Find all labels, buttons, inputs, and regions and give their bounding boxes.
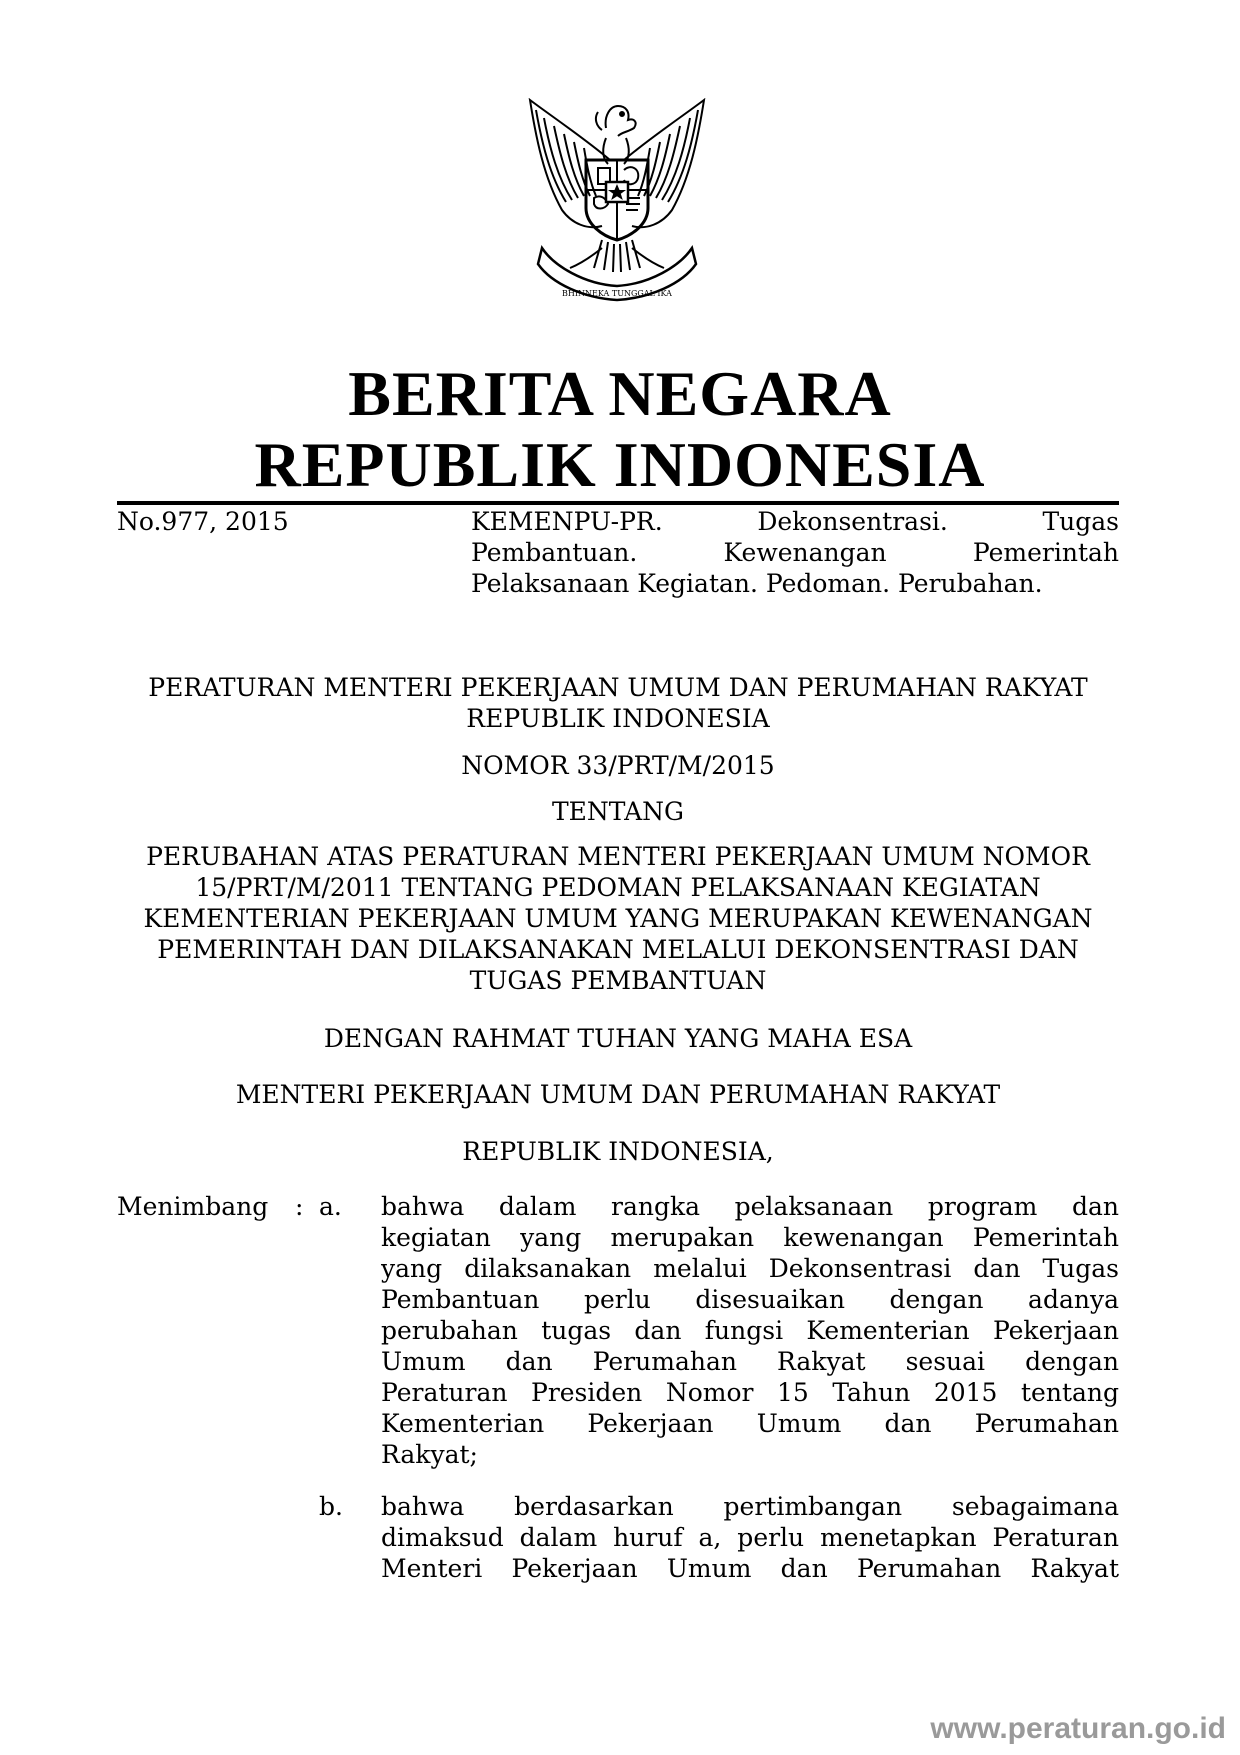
considering-line: Umum dan Perumahan Rakyat sesuai dengan [381, 1347, 1119, 1376]
considering-line: perubahan tugas dan fungsi Kementerian Pekerjaan [381, 1316, 1119, 1345]
considering-line: yang dilaksanakan melalui Dekonsentrasi dan Tugas [381, 1254, 1119, 1283]
source-watermark: www.peraturan.go.id [930, 1712, 1226, 1745]
considering-item-letter: a. [319, 1192, 342, 1221]
regulation-issuer-country: REPUBLIK INDONESIA [466, 704, 770, 733]
gazette-subject [471, 506, 1119, 599]
considering-line: Pembantuan perlu disesuaikan dengan adanya [381, 1285, 1119, 1314]
considering-line: Peraturan Presiden Nomor 15 Tahun 2015 tentang [381, 1378, 1119, 1407]
gazette-subject-line: Pembantuan. Kewenangan Pemerintah [471, 538, 1119, 567]
considering-line: bahwa dalam rangka pelaksanaan program dan [381, 1192, 1119, 1221]
regulation-subject-line: PERUBAHAN ATAS PERATURAN MENTERI PEKERJAAN UMUM NOMOR [146, 842, 1090, 871]
minister-title: MENTERI PEKERJAAN UMUM DAN PERUMAHAN RAKYAT [235, 1080, 1001, 1109]
garuda-emblem-icon [514, 98, 720, 306]
blessing-line: DENGAN RAHMAT TUHAN YANG MAHA ESA [323, 1024, 913, 1053]
considering-item-letter: b. [319, 1492, 343, 1521]
gazette-title: BERITA NEGARA [348, 358, 892, 429]
gazette-number: No.977, 2015 [117, 507, 289, 536]
considering-label: Menimbang [117, 1192, 269, 1221]
regulation-number: NOMOR 33/PRT/M/2015 [461, 751, 775, 780]
regulation-subject-line: KEMENTERIAN PEKERJAAN UMUM YANG MERUPAKAN KEWENANGAN [143, 904, 1093, 933]
considering-line: bahwa berdasarkan pertimbangan sebagaimana [381, 1492, 1119, 1521]
considering-colon: : [295, 1192, 304, 1221]
considering-line: kegiatan yang merupakan kewenangan Pemerintah [381, 1223, 1119, 1252]
regulation-about: TENTANG [551, 797, 684, 826]
regulation-subject-line: 15/PRT/M/2011 TENTANG PEDOMAN PELAKSANAAN KEGIATAN [195, 873, 1041, 902]
considering-line: Menteri Pekerjaan Umum dan Perumahan Rakyat [381, 1554, 1119, 1583]
svg-text:BHINNEKA TUNGGAL IKA: BHINNEKA TUNGGAL IKA [562, 289, 672, 298]
considering-item-a [381, 1191, 1119, 1470]
gazette-subject-line: KEMENPU-PR. Dekonsentrasi. Tugas [471, 507, 1119, 536]
regulation-subject-line: PEMERINTAH DAN DILAKSANAKAN MELALUI DEKONSENTRASI DAN [157, 935, 1079, 964]
considering-item-b [381, 1491, 1119, 1584]
gazette-subject-line: Pelaksanaan Kegiatan. Pedoman. Perubahan. [471, 569, 1043, 598]
considering-line: Kementerian Pekerjaan Umum dan Perumahan [381, 1409, 1119, 1438]
considering-line: Rakyat; [381, 1440, 478, 1469]
considering-line: dimaksud dalam huruf a, perlu menetapkan Peraturan [381, 1523, 1119, 1552]
regulation-issuer: PERATURAN MENTERI PEKERJAAN UMUM DAN PERUMAHAN RAKYAT [148, 673, 1088, 702]
minister-country: REPUBLIK INDONESIA, [462, 1137, 774, 1166]
title-divider [117, 501, 1119, 505]
regulation-subject-line: TUGAS PEMBANTUAN [469, 966, 767, 995]
gazette-subtitle: REPUBLIK INDONESIA [254, 429, 986, 500]
